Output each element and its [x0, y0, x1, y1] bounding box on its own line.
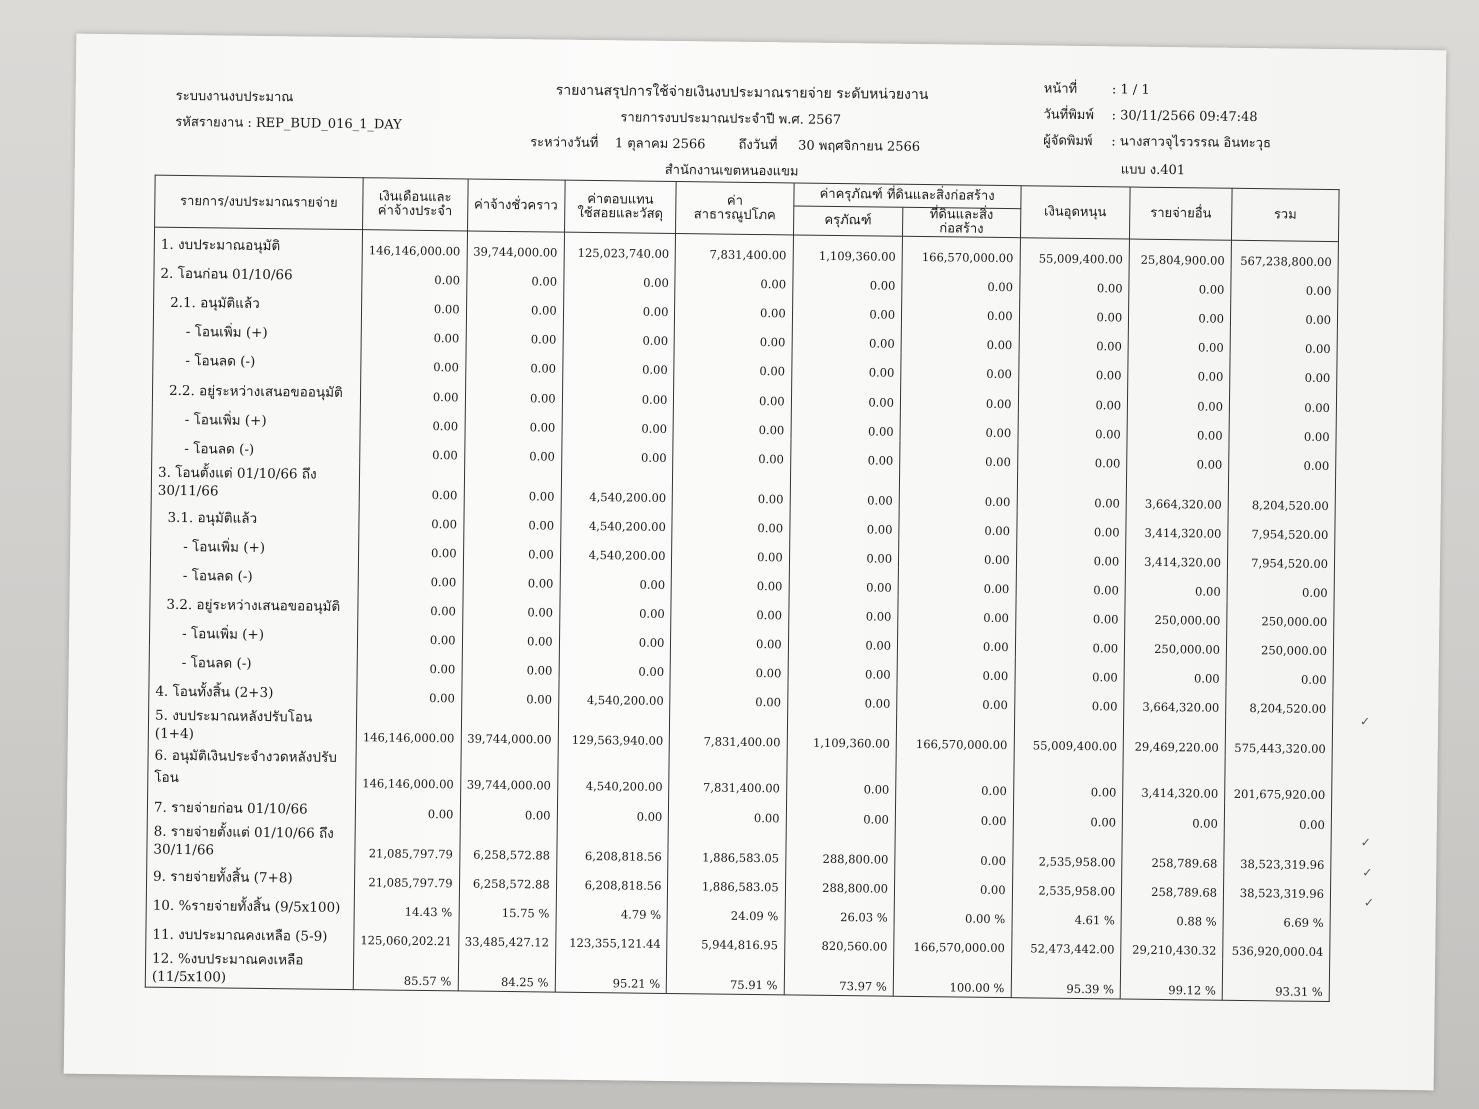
table-cell: 0.00 — [791, 410, 901, 440]
table-cell: 0.00 — [901, 324, 1019, 355]
table-cell: 0.00 — [360, 405, 465, 435]
table-cell: 14.43 % — [354, 891, 459, 921]
table-cell: 0.00 — [466, 319, 563, 349]
header-salary: เงินเดือนและ ค่าจ้างประจำ — [363, 178, 468, 231]
table-cell: 0.00 — [360, 434, 465, 464]
table-cell: 0.00 — [562, 378, 674, 408]
table-cell: 0.00 — [1016, 540, 1126, 570]
table-cell: 0.00 — [559, 651, 671, 681]
report-sheet — [64, 34, 1447, 1091]
table-cell: 0.00 — [670, 681, 788, 712]
table-cell: 0.00 — [791, 352, 901, 382]
table-cell: 0.00 — [1129, 269, 1231, 299]
table-cell: 0.00 — [788, 654, 898, 684]
table-cell: 0.00 — [357, 648, 462, 678]
table-cell: 95.21 % — [555, 951, 667, 993]
row-label: 4. โอนทั้งสิ้น (2+3) — [149, 675, 357, 707]
table-cell: 0.00 — [1017, 442, 1127, 472]
table-cell: 0.00 — [1230, 328, 1337, 358]
row-label: 6. อนุมัติเงินประจำงวดหลังปรับโอน — [148, 744, 357, 793]
table-cell: 0.00 — [461, 679, 558, 709]
row-label: 3.1. อนุมัติแล้ว — [151, 500, 359, 532]
table-cell: 0.00 — [1125, 570, 1227, 600]
table-cell: 0.00 — [1127, 443, 1229, 473]
printer-label: ผู้จัดพิมพ์ — [1043, 133, 1093, 150]
table-cell: 0.00 — [1016, 511, 1126, 541]
table-cell: 0.00 — [1129, 298, 1231, 328]
header-subsidy: เงินอุดหนุน — [1020, 186, 1130, 239]
table-cell: 0.00 — [900, 382, 1018, 413]
table-cell: 38,523,319.96 — [1223, 872, 1330, 902]
header-other: รายจ่ายอื่น — [1130, 187, 1232, 240]
table-cell: 0.00 — [562, 407, 674, 437]
table-cell: 4.61 % — [1012, 899, 1122, 929]
table-cell: 0.00 — [1128, 327, 1230, 357]
report-code: รหัสรายงาน : REP_BUD_016_1_DAY — [175, 114, 402, 133]
table-cell: 3,664,320.00 — [1124, 687, 1226, 717]
table-cell: 0.00 — [1124, 658, 1226, 688]
table-cell: 0.00 — [1230, 299, 1337, 329]
row-label: 12. %งบประมาณคงเหลือ (11/5x100) — [145, 946, 354, 989]
page-info — [1044, 77, 1150, 99]
row-label: 1. งบประมาณอนุมัติ — [154, 227, 362, 259]
form-code: แบบ ง.401 — [1120, 162, 1186, 179]
table-cell: 0.00 — [1128, 385, 1230, 415]
table-cell: 0.00 — [901, 353, 1019, 384]
table-cell: 0.00 — [792, 323, 902, 353]
table-cell: 0.00 — [672, 507, 790, 538]
table-cell: 3,414,320.00 — [1126, 512, 1228, 542]
table-cell: 2,535,958.00 — [1012, 830, 1122, 871]
table-cell: 166,570,000.00 — [896, 713, 1014, 754]
table-cell: 0.00 — [675, 263, 793, 294]
table-cell: 0.00 — [358, 561, 463, 591]
table-cell: 7,831,400.00 — [670, 710, 788, 751]
table-cell: 201,675,920.00 — [1225, 757, 1333, 804]
table-cell: 85.57 % — [353, 949, 458, 991]
table-cell: 84.25 % — [458, 950, 556, 992]
table-cell: 146,146,000.00 — [356, 747, 461, 794]
table-cell: 39,744,000.00 — [460, 748, 558, 795]
table-cell: 99.12 % — [1120, 958, 1222, 1000]
table-cell: 0.00 — [897, 626, 1015, 657]
table-cell: 0.00 — [673, 467, 791, 508]
table-cell: 4.79 % — [556, 893, 668, 923]
table-cell: 29,210,430.32 — [1121, 929, 1223, 959]
printer-value: : นางสาวจุไรวรรณ อินทะวุธ — [1111, 134, 1272, 152]
table-cell: 0.00 — [671, 623, 789, 654]
table-cell: 0.00 — [899, 510, 1017, 541]
table-cell: 0.00 — [1015, 627, 1125, 657]
table-cell: 0.00 — [563, 320, 675, 350]
row-label: - โอนลด (-) — [150, 559, 358, 591]
table-cell: 0.00 — [1224, 803, 1331, 833]
table-cell: 166,570,000.00 — [902, 236, 1020, 267]
row-label: - โอนลด (-) — [149, 646, 357, 678]
table-cell: 0.00 — [557, 795, 669, 825]
table-cell: 0.00 — [463, 504, 560, 534]
table-cell: 7,831,400.00 — [676, 234, 794, 265]
table-cell: 0.00 — [673, 438, 791, 469]
table-cell: 0.00 — [898, 597, 1016, 628]
row-label: 7. รายจ่ายก่อน 01/10/66 — [147, 790, 355, 822]
header-item: รายการ/งบประมาณรายจ่าย — [155, 175, 364, 230]
table-cell: 0.00 — [787, 683, 897, 713]
table-cell: 39,744,000.00 — [467, 231, 564, 262]
row-label: 9. รายจ่ายทั้งสิ้น (7+8) — [146, 859, 354, 891]
table-cell: 250,000.00 — [1125, 600, 1227, 630]
table-cell: 146,146,000.00 — [356, 707, 461, 748]
table-cell: 0.00 — [466, 261, 563, 291]
table-cell: 4,540,200.00 — [561, 465, 673, 506]
header-utilities: ค่า สาธารณูปโภค — [676, 182, 794, 235]
table-cell: 0.00 — [897, 655, 1015, 686]
page-label: หน้าที่ — [1043, 81, 1078, 97]
table-cell: 93.31 % — [1222, 960, 1329, 1002]
period-to-label: ถึงวันที่ — [738, 137, 778, 154]
row-label: - โอนเพิ่ม (+) — [152, 402, 360, 434]
table-cell: 0.00 — [792, 294, 902, 324]
table-cell: 0.00 — [673, 409, 791, 440]
table-cell: 0.00 — [674, 321, 792, 352]
table-cell: 21,085,797.79 — [355, 862, 460, 892]
table-cell: 0.00 — [463, 562, 560, 592]
system-name: ระบบงานงบประมาณ — [175, 88, 294, 106]
header-total: รวม — [1231, 188, 1339, 241]
table-cell: 0.00 — [1226, 659, 1333, 689]
row-label: - โอนเพิ่ม (+) — [153, 315, 361, 347]
table-cell: 250,000.00 — [1226, 630, 1333, 660]
table-cell: 0.00 — [464, 435, 561, 465]
header-equipment: ครุภัณฑ์ — [793, 206, 903, 236]
table-cell: 0.00 — [1128, 356, 1230, 386]
table-cell: 123,355,121.44 — [555, 922, 667, 952]
print-date-info — [1043, 103, 1257, 127]
table-cell: 0.00 — [899, 470, 1017, 511]
table-cell: 4,540,200.00 — [558, 680, 670, 710]
table-cell: 0.00 — [902, 266, 1020, 297]
table-cell: 0.00 — [1231, 270, 1338, 300]
table-cell: 1,109,360.00 — [787, 712, 897, 753]
period-from-label: ระหว่างวันที่ — [530, 135, 599, 152]
table-cell: 0.00 — [465, 348, 562, 378]
printer-info — [1043, 129, 1271, 153]
table-cell: 73.97 % — [784, 954, 894, 996]
table-cell: 0.00 — [357, 619, 462, 649]
table-cell: 0.00 — [1227, 572, 1334, 602]
row-label: 11. งบประมาณคงเหลือ (5-9) — [146, 917, 354, 949]
table-cell: 0.00 — [462, 650, 559, 680]
table-cell: 0.00 — [672, 536, 790, 567]
table-cell: 0.00 — [670, 652, 788, 683]
table-cell: 129,563,940.00 — [558, 709, 670, 750]
table-cell: 0.00 — [788, 595, 898, 625]
table-cell: 25,804,900.00 — [1129, 239, 1231, 270]
table-cell: 0.00 — [895, 828, 1013, 869]
table-cell: 0.00 — [359, 463, 464, 504]
table-cell: 0.00 — [1019, 296, 1129, 326]
row-label: 8. รายจ่ายตั้งแต่ 01/10/66 ถึง 30/11/66 — [147, 819, 356, 862]
table-cell: 0.00 — [355, 793, 460, 823]
table-cell: 6,208,818.56 — [556, 864, 668, 894]
row-label: 10. %รายจ่ายทั้งสิ้น (9/5x100) — [146, 888, 354, 920]
table-cell: 0.00 — [359, 532, 464, 562]
table-cell: 1,886,583.05 — [668, 865, 786, 896]
table-cell: 0.00 — [462, 591, 559, 621]
table-cell: 7,954,520.00 — [1227, 543, 1334, 573]
period-from: 1 ตุลาคม 2566 — [614, 136, 706, 153]
table-cell: 3,664,320.00 — [1126, 472, 1228, 513]
budget-summary-table — [145, 175, 1340, 1002]
table-cell: 0.00 — [359, 503, 464, 533]
table-cell: 0.00 — [897, 684, 1015, 715]
table-cell: 0.00 — [1018, 413, 1128, 443]
table-cell: 125,060,202.21 — [354, 920, 459, 950]
table-cell: 3,414,320.00 — [1123, 756, 1225, 803]
table-cell: 0.00 — [789, 508, 899, 538]
table-cell: 166,570,000.00 — [894, 926, 1012, 957]
table-cell: 0.00 — [1017, 471, 1127, 512]
table-cell: 4,540,200.00 — [557, 749, 669, 796]
report-title: รายงานสรุปการใช้จ่ายเงินงบประมาณรายจ่าย ระดับหน่วยงาน — [555, 82, 929, 104]
print-date-label: วันที่พิมพ์ — [1043, 107, 1095, 124]
table-cell: 0.00 — [1229, 444, 1336, 474]
table-cell: 0.00 — [563, 291, 675, 321]
table-cell: 0.00 — [1122, 802, 1224, 832]
table-cell: 536,920,000.04 — [1223, 930, 1330, 960]
table-cell: 0.00 — [465, 377, 562, 407]
table-cell: 8,204,520.00 — [1228, 474, 1335, 515]
table-cell: 0.00 — [900, 440, 1018, 471]
table-cell: 15.75 % — [459, 892, 556, 922]
table-cell: 0.00 — [898, 539, 1016, 570]
table-cell: 0.00 — [559, 622, 671, 652]
row-label: - โอนเพิ่ม (+) — [149, 617, 357, 649]
table-cell: 0.00 — [1016, 569, 1126, 599]
table-cell: 820,560.00 — [784, 925, 894, 955]
table-cell: 0.00 — [1018, 384, 1128, 414]
header-land: ที่ดินและสิ่งก่อสร้าง — [903, 207, 1021, 237]
table-cell: 0.00 — [357, 677, 462, 707]
table-cell: 0.00 — [563, 262, 675, 292]
table-cell: 575,443,320.00 — [1225, 717, 1332, 758]
checkmark-icon: ✓ — [1363, 895, 1375, 910]
table-cell: 0.00 — [358, 590, 463, 620]
table-cell: 0.00 — [560, 564, 672, 594]
table-cell: 288,800.00 — [785, 867, 895, 897]
page-value: : 1 / 1 — [1111, 82, 1150, 98]
table-cell: 4,540,200.00 — [560, 505, 672, 535]
table-cell: 567,238,800.00 — [1231, 240, 1338, 271]
table-cell: 0.00 — [896, 753, 1014, 800]
table-cell: 250,000.00 — [1125, 629, 1227, 659]
table-cell: 0.00 — [895, 799, 1013, 830]
table-cell: 75.91 % — [667, 953, 785, 995]
table-cell: 6,258,572.88 — [459, 823, 557, 864]
table-cell: 0.00 — [1230, 357, 1337, 387]
period-to: 30 พฤศจิกายน 2566 — [798, 138, 921, 155]
table-cell: 38,523,319.96 — [1224, 832, 1331, 873]
table-cell: 0.00 — [462, 621, 559, 651]
row-label: - โอนเพิ่ม (+) — [150, 529, 358, 561]
table-cell: 0.00 — [1127, 414, 1229, 444]
table-cell: 0.00 — [1015, 656, 1125, 686]
table-cell: 0.00 — [790, 468, 900, 509]
table-cell: 0.00 — [789, 566, 899, 596]
print-date-value: : 30/11/2566 09:47:48 — [1111, 108, 1258, 126]
table-cell: 6,258,572.88 — [459, 863, 556, 893]
table-cell: 7,831,400.00 — [669, 750, 787, 797]
table-cell: 21,085,797.79 — [355, 822, 460, 863]
table-cell: 100.00 % — [893, 956, 1011, 998]
table-cell: 0.00 — [901, 295, 1019, 326]
row-label: 3.2. อยู่ระหว่างเสนอขออนุมัติ — [150, 588, 358, 620]
table-cell: 146,146,000.00 — [362, 230, 467, 261]
table-cell: 2,535,958.00 — [1012, 870, 1122, 900]
table-cell: 0.00 — [672, 565, 790, 596]
row-label: 2.2. อยู่ระหว่างเสนอขออนุมัติ — [152, 373, 360, 405]
table-cell: 0.00 — [465, 406, 562, 436]
table-cell: 0.00 — [559, 593, 671, 623]
table-cell: 0.88 % — [1121, 900, 1223, 930]
table-cell: 0.00 % — [894, 897, 1012, 928]
table-cell: 7,954,520.00 — [1228, 514, 1335, 544]
table-cell: 0.00 — [466, 290, 563, 320]
table-cell: 0.00 — [1019, 325, 1129, 355]
table-cell: 5,944,816.95 — [667, 924, 785, 955]
row-label: - โอนลด (-) — [152, 431, 360, 463]
table-cell: 39,744,000.00 — [461, 708, 559, 749]
table-cell: 0.00 — [1014, 685, 1124, 715]
table-cell: 0.00 — [789, 537, 899, 567]
table-cell: 26.03 % — [785, 896, 895, 926]
checkmark-icon: ✓ — [1362, 865, 1373, 880]
table-cell: 1,886,583.05 — [668, 825, 786, 866]
table-cell: 0.00 — [1015, 598, 1125, 628]
header-durable-group: ค่าครุภัณฑ์ ที่ดินและสิ่งก่อสร้าง — [794, 183, 1021, 209]
table-cell: 33,485,427.12 — [458, 921, 555, 951]
table-cell: 0.00 — [894, 868, 1012, 899]
header-temp-wage: ค่าจ้างชั่วคราว — [467, 179, 565, 232]
table-cell: 0.00 — [361, 347, 466, 377]
table-cell: 52,473,442.00 — [1011, 928, 1121, 958]
table-cell: 288,800.00 — [785, 827, 895, 868]
row-label: - โอนลด (-) — [153, 344, 361, 376]
table-cell: 55,009,400.00 — [1020, 238, 1130, 269]
table-cell: 0.00 — [362, 259, 467, 289]
header-compensation: ค่าตอบแทน ใช้สอยและวัสดุ — [564, 180, 676, 233]
table-cell: 4,540,200.00 — [560, 534, 672, 564]
table-cell: 0.00 — [786, 752, 896, 799]
checkmark-icon: ✓ — [1360, 835, 1371, 850]
table-cell: 0.00 — [669, 796, 787, 827]
office-name: สำนักงานเขตหนองแขม — [664, 162, 799, 180]
table-cell: 95.39 % — [1011, 957, 1121, 999]
table-cell: 0.00 — [1013, 755, 1123, 802]
table-cell: 0.00 — [900, 411, 1018, 442]
report-subtitle: รายการงบประมาณประจำปี พ.ศ. 2567 — [620, 110, 842, 129]
table-cell: 8,204,520.00 — [1226, 688, 1333, 718]
table-cell: 125,023,740.00 — [564, 232, 676, 263]
table-cell: 55,009,400.00 — [1014, 715, 1124, 756]
table-cell: 6.69 % — [1223, 901, 1330, 931]
table-cell: 0.00 — [674, 350, 792, 381]
table-cell: 258,789.68 — [1122, 871, 1224, 901]
table-cell: 0.00 — [561, 436, 673, 466]
table-cell: 0.00 — [1229, 415, 1336, 445]
table-cell: 0.00 — [671, 594, 789, 625]
checkmark-icon: ✓ — [1360, 714, 1371, 729]
table-cell: 24.09 % — [667, 895, 785, 926]
table-cell: 0.00 — [464, 464, 562, 505]
row-label: 2.1. อนุมัติแล้ว — [153, 286, 361, 318]
table-cell: 3,414,320.00 — [1126, 541, 1228, 571]
table-cell: 0.00 — [1013, 801, 1123, 831]
table-cell: 0.00 — [460, 794, 557, 824]
table-cell: 1,109,360.00 — [793, 235, 903, 266]
table-cell: 0.00 — [362, 288, 467, 318]
table-cell: 29,469,220.00 — [1123, 716, 1225, 757]
table-cell: 0.00 — [674, 379, 792, 410]
table-cell: 0.00 — [562, 349, 674, 379]
table-cell: 6,208,818.56 — [556, 824, 668, 865]
table-cell: 0.00 — [1229, 386, 1336, 416]
row-label: 5. งบประมาณหลังปรับโอน (1+4) — [148, 704, 357, 747]
table-cell: 0.00 — [898, 568, 1016, 599]
row-label: 2. โอนก่อน 01/10/66 — [154, 257, 362, 289]
report-period — [530, 131, 920, 157]
table-cell: 0.00 — [791, 381, 901, 411]
table-cell: 0.00 — [790, 439, 900, 469]
table-cell: 0.00 — [788, 625, 898, 655]
row-label: 3. โอนตั้งแต่ 01/10/66 ถึง 30/11/66 — [151, 460, 360, 503]
table-cell: 0.00 — [361, 317, 466, 347]
table-cell: 0.00 — [792, 265, 902, 295]
table-cell: 0.00 — [463, 533, 560, 563]
table-cell: 0.00 — [786, 798, 896, 828]
table-cell: 0.00 — [675, 292, 793, 323]
table-cell: 0.00 — [1019, 267, 1129, 297]
table-cell: 0.00 — [360, 376, 465, 406]
table-cell: 250,000.00 — [1227, 601, 1334, 631]
table-cell: 258,789.68 — [1122, 831, 1224, 872]
table-cell: 0.00 — [1018, 355, 1128, 385]
